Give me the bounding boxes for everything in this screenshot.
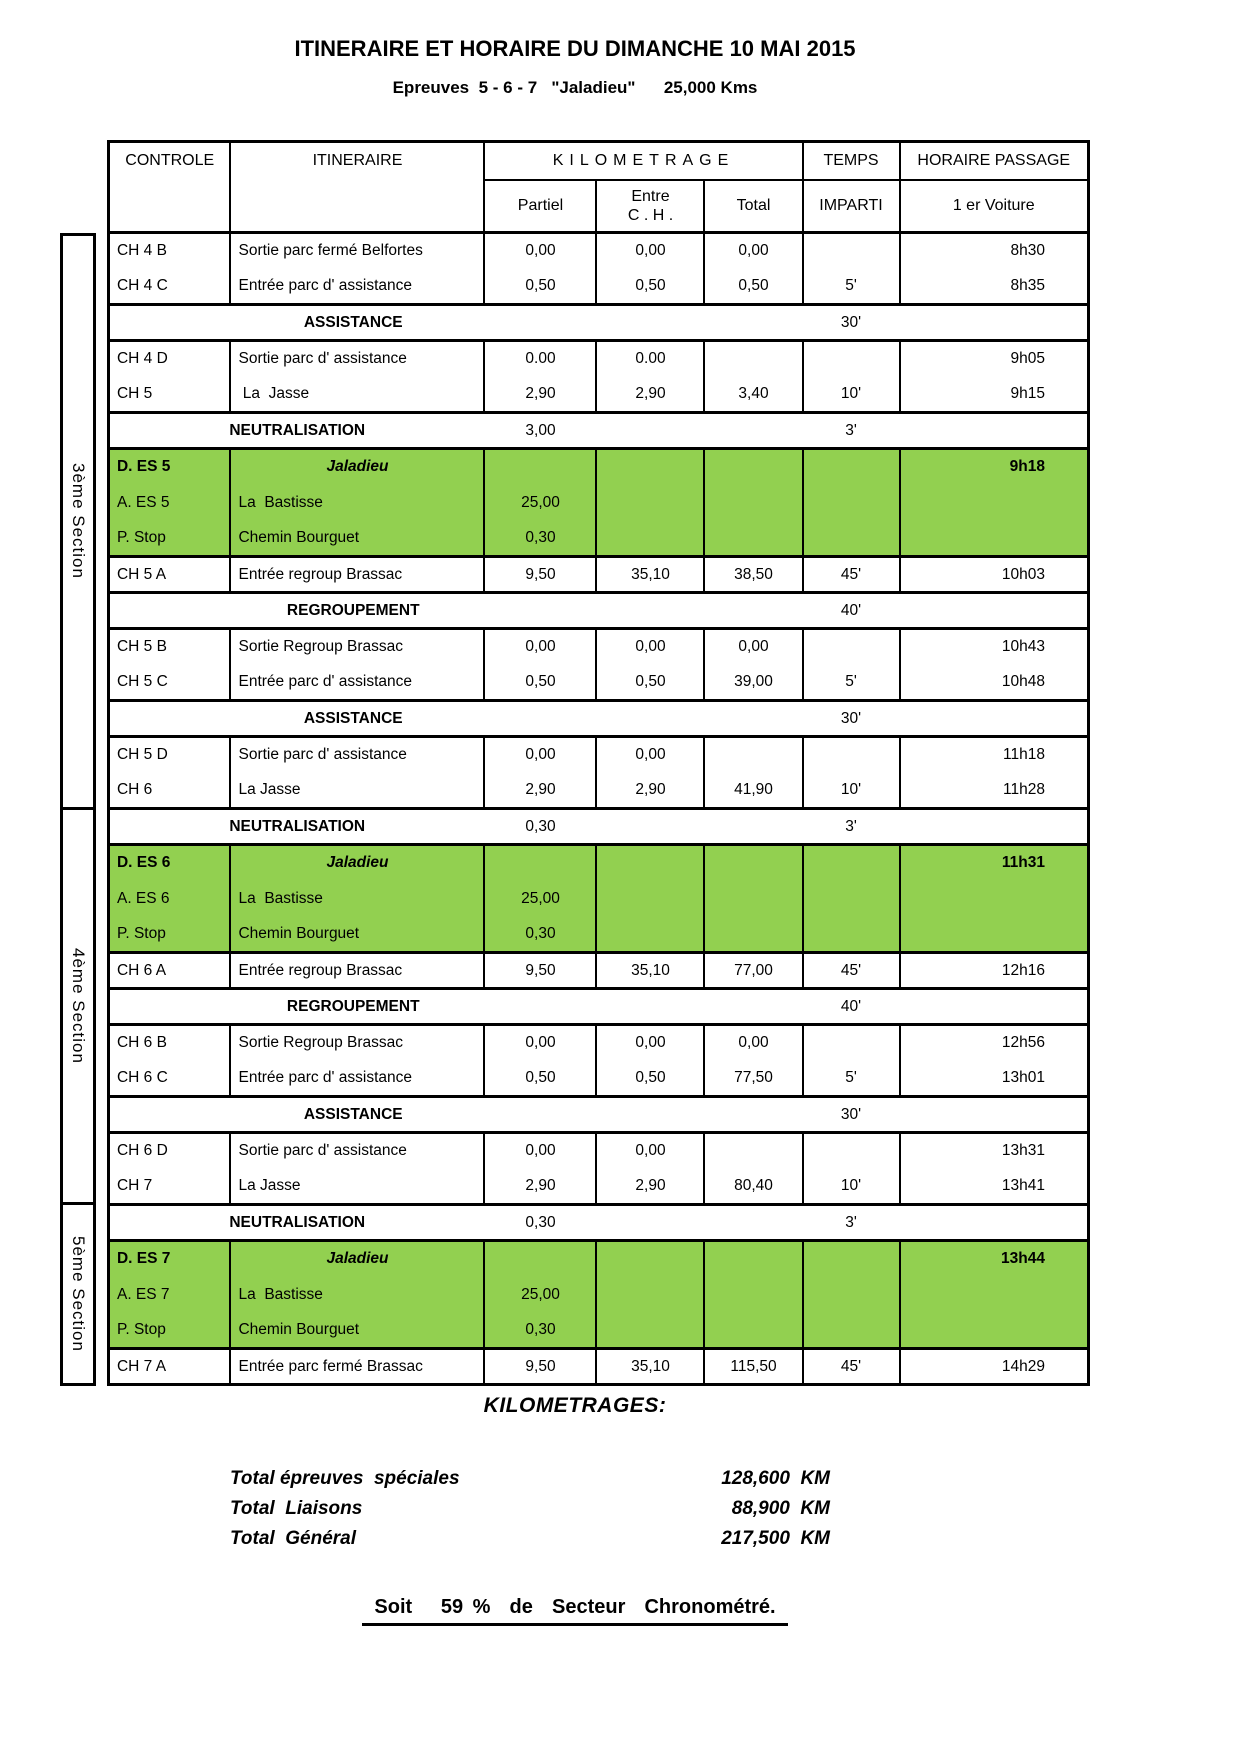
section-bracket	[60, 810, 96, 1205]
cell-controle: CH 6 C	[108, 1061, 230, 1097]
header-imparti: IMPARTI	[803, 180, 900, 233]
band-empty	[900, 305, 1089, 341]
total-row	[230, 1528, 830, 1550]
cell-entre-ch	[596, 485, 704, 521]
cell-itineraire: La Jasse	[230, 1169, 484, 1205]
cell-controle: CH 5	[108, 377, 230, 413]
cell-total	[704, 341, 802, 377]
cell-controle: A. ES 6	[108, 881, 230, 917]
header-entre-ch	[596, 180, 704, 233]
cell-horaire: 12h16	[900, 953, 1089, 989]
cell-entre-ch: 0.00	[596, 341, 704, 377]
cell-imparti	[803, 449, 900, 485]
cell-total: 38,50	[704, 557, 802, 593]
cell-itineraire: La Jasse	[230, 773, 484, 809]
band-empty	[596, 1097, 704, 1133]
cell-controle: P. Stop	[108, 917, 230, 953]
cell-itineraire: Jaladieu	[230, 1241, 484, 1277]
cell-total	[704, 845, 802, 881]
cell-partiel: 0,30	[484, 917, 596, 953]
cell-partiel: 2,90	[484, 773, 596, 809]
cell-partiel: 0,00	[484, 1133, 596, 1169]
cell-controle: A. ES 7	[108, 1277, 230, 1313]
cell-controle: D. ES 6	[108, 845, 230, 881]
cell-partiel: 0.00	[484, 341, 596, 377]
cell-partiel: 0,50	[484, 269, 596, 305]
cell-partiel: 2,90	[484, 377, 596, 413]
band-imparti: 3'	[803, 809, 900, 845]
cell-imparti	[803, 629, 900, 665]
itinerary-row	[108, 773, 1088, 809]
header-partiel: Partiel	[484, 180, 596, 233]
cell-horaire: 8h30	[900, 233, 1089, 269]
cell-entre-ch	[596, 845, 704, 881]
itinerary-layout	[60, 140, 1090, 1386]
band-empty	[704, 593, 802, 629]
total-row	[230, 1468, 830, 1490]
cell-total: 0,50	[704, 269, 802, 305]
band-imparti: 30'	[803, 305, 900, 341]
header-temps: TEMPS	[803, 142, 900, 180]
band-empty	[900, 989, 1089, 1025]
cell-partiel: 0,00	[484, 737, 596, 773]
cell-total	[704, 449, 802, 485]
cell-horaire	[900, 485, 1089, 521]
cell-itineraire: Entrée parc d' assistance	[230, 665, 484, 701]
band-row	[108, 1205, 1088, 1241]
itinerary-row	[108, 269, 1088, 305]
band-imparti: 40'	[803, 989, 900, 1025]
cell-partiel: 0,50	[484, 1061, 596, 1097]
band-row	[108, 413, 1088, 449]
cell-horaire: 13h41	[900, 1169, 1089, 1205]
cell-controle: D. ES 5	[108, 449, 230, 485]
cell-entre-ch: 0,00	[596, 629, 704, 665]
cell-imparti: 10'	[803, 377, 900, 413]
cell-partiel	[484, 845, 596, 881]
band-label: REGROUPEMENT	[108, 989, 596, 1025]
cell-partiel: 0,30	[484, 521, 596, 557]
document-subtitle: Epreuves 5 - 6 - 7 "Jaladieu" 25,000 Kms	[392, 78, 758, 97]
header-entre-line2: C . H .	[627, 206, 674, 224]
total-label: Total Général	[230, 1528, 356, 1549]
cell-imparti: 5'	[803, 665, 900, 701]
cell-entre-ch	[596, 1241, 704, 1277]
table-body	[108, 233, 1088, 1385]
cell-total	[704, 737, 802, 773]
band-imparti: 3'	[803, 1205, 900, 1241]
itinerary-row	[108, 629, 1088, 665]
cell-partiel: 0,00	[484, 233, 596, 269]
cell-total: 39,00	[704, 665, 802, 701]
section-label: 3ème Section	[68, 463, 88, 580]
band-imparti: 30'	[803, 1097, 900, 1133]
band-imparti: 30'	[803, 701, 900, 737]
itinerary-row	[108, 1061, 1088, 1097]
band-empty	[900, 809, 1089, 845]
band-empty	[596, 1205, 704, 1241]
band-row	[108, 593, 1088, 629]
cell-horaire: 12h56	[900, 1025, 1089, 1061]
cell-imparti: 45'	[803, 953, 900, 989]
cell-controle: A. ES 5	[108, 485, 230, 521]
cell-entre-ch	[596, 881, 704, 917]
cell-partiel: 9,50	[484, 1349, 596, 1385]
stage-row	[108, 917, 1088, 953]
cell-horaire: 10h48	[900, 665, 1089, 701]
cell-itineraire: Sortie Regroup Brassac	[230, 1025, 484, 1061]
cell-partiel	[484, 449, 596, 485]
cell-controle: CH 4 C	[108, 269, 230, 305]
cell-controle: CH 4 B	[108, 233, 230, 269]
itinerary-row	[108, 665, 1088, 701]
cell-controle: P. Stop	[108, 1313, 230, 1349]
band-empty	[704, 701, 802, 737]
stage-row	[108, 845, 1088, 881]
cell-horaire	[900, 1313, 1089, 1349]
cell-horaire: 9h18	[900, 449, 1089, 485]
stage-row	[108, 485, 1088, 521]
header-controle: CONTROLE	[108, 142, 230, 233]
cell-itineraire: Entrée regroup Brassac	[230, 953, 484, 989]
cell-total: 115,50	[704, 1349, 802, 1385]
cell-horaire: 13h44	[900, 1241, 1089, 1277]
cell-total	[704, 1313, 802, 1349]
band-label: REGROUPEMENT	[108, 593, 596, 629]
table-header	[108, 142, 1088, 233]
section-label: 5ème Section	[68, 1235, 88, 1352]
cell-entre-ch: 35,10	[596, 557, 704, 593]
cell-itineraire: Jaladieu	[230, 845, 484, 881]
total-value: 217,500 KM	[721, 1528, 830, 1549]
cell-total	[704, 1241, 802, 1277]
band-label: ASSISTANCE	[108, 1097, 596, 1133]
cell-entre-ch	[596, 449, 704, 485]
band-empty	[704, 1097, 802, 1133]
cell-controle: CH 6 B	[108, 1025, 230, 1061]
band-empty	[900, 413, 1089, 449]
header-kilometrage: KILOMETRAGE	[484, 142, 802, 180]
cell-total	[704, 881, 802, 917]
band-imparti: 3'	[803, 413, 900, 449]
cell-entre-ch: 35,10	[596, 953, 704, 989]
cell-entre-ch: 0,50	[596, 269, 704, 305]
cell-itineraire: Chemin Bourguet	[230, 521, 484, 557]
cell-itineraire: Chemin Bourguet	[230, 1313, 484, 1349]
cell-imparti	[803, 845, 900, 881]
total-label: Total Liaisons	[230, 1498, 363, 1519]
band-empty	[704, 1205, 802, 1241]
cell-horaire: 13h31	[900, 1133, 1089, 1169]
cell-imparti	[803, 881, 900, 917]
band-partiel: 0,30	[484, 1205, 596, 1241]
itinerary-row	[108, 233, 1088, 269]
cell-horaire: 11h18	[900, 737, 1089, 773]
itinerary-row	[108, 1169, 1088, 1205]
cell-entre-ch: 0,00	[596, 233, 704, 269]
cell-imparti	[803, 1277, 900, 1313]
cell-total: 77,00	[704, 953, 802, 989]
band-imparti: 40'	[803, 593, 900, 629]
cell-imparti	[803, 341, 900, 377]
cell-controle: D. ES 7	[108, 1241, 230, 1277]
cell-imparti: 5'	[803, 1061, 900, 1097]
cell-entre-ch: 2,90	[596, 773, 704, 809]
band-empty	[596, 809, 704, 845]
total-label: Total épreuves spéciales	[230, 1468, 460, 1489]
stage-row	[108, 449, 1088, 485]
cell-total: 80,40	[704, 1169, 802, 1205]
cell-entre-ch	[596, 521, 704, 557]
cell-entre-ch	[596, 917, 704, 953]
cell-entre-ch	[596, 1277, 704, 1313]
cell-controle: CH 6 D	[108, 1133, 230, 1169]
total-value: 88,900 KM	[731, 1498, 830, 1519]
band-empty	[596, 305, 704, 341]
band-row	[108, 1097, 1088, 1133]
cell-imparti: 10'	[803, 1169, 900, 1205]
table-wrap	[107, 140, 1090, 1386]
cell-horaire: 10h03	[900, 557, 1089, 593]
cell-imparti	[803, 737, 900, 773]
cell-entre-ch: 0,00	[596, 1025, 704, 1061]
band-row	[108, 701, 1088, 737]
cell-partiel: 25,00	[484, 881, 596, 917]
band-empty	[704, 989, 802, 1025]
header-itineraire: ITINERAIRE	[230, 142, 484, 233]
cell-partiel: 25,00	[484, 485, 596, 521]
cell-controle: CH 5 C	[108, 665, 230, 701]
section-bracket	[60, 233, 96, 810]
cell-controle: CH 7 A	[108, 1349, 230, 1385]
cell-imparti	[803, 1133, 900, 1169]
cell-horaire: 11h28	[900, 773, 1089, 809]
band-empty	[900, 701, 1089, 737]
itinerary-row	[108, 557, 1088, 593]
cell-total	[704, 521, 802, 557]
cell-itineraire: Jaladieu	[230, 449, 484, 485]
footnote: Soit 59 % de Secteur Chronométré.	[362, 1596, 787, 1626]
itinerary-row	[108, 341, 1088, 377]
cell-entre-ch: 0,00	[596, 737, 704, 773]
cell-imparti	[803, 1313, 900, 1349]
stage-row	[108, 521, 1088, 557]
cell-itineraire: La Bastisse	[230, 881, 484, 917]
cell-partiel: 0,00	[484, 629, 596, 665]
band-empty	[596, 701, 704, 737]
itinerary-row	[108, 1133, 1088, 1169]
cell-itineraire: La Bastisse	[230, 485, 484, 521]
section-bracket	[60, 1205, 96, 1386]
band-partiel: 0,30	[484, 809, 596, 845]
band-empty	[596, 413, 704, 449]
stage-row	[108, 1241, 1088, 1277]
cell-imparti	[803, 521, 900, 557]
cell-total: 0,00	[704, 1025, 802, 1061]
cell-controle: CH 5 A	[108, 557, 230, 593]
cell-controle: CH 6 A	[108, 953, 230, 989]
cell-imparti	[803, 1241, 900, 1277]
cell-imparti	[803, 485, 900, 521]
section-rail	[60, 233, 96, 1386]
cell-imparti: 5'	[803, 269, 900, 305]
cell-imparti: 45'	[803, 1349, 900, 1385]
cell-controle: CH 6	[108, 773, 230, 809]
cell-imparti: 10'	[803, 773, 900, 809]
cell-itineraire: Sortie Regroup Brassac	[230, 629, 484, 665]
cell-total: 0,00	[704, 629, 802, 665]
cell-imparti	[803, 1025, 900, 1061]
cell-partiel: 0,00	[484, 1025, 596, 1061]
cell-controle: CH 5 D	[108, 737, 230, 773]
band-empty	[900, 1097, 1089, 1133]
cell-horaire: 14h29	[900, 1349, 1089, 1385]
cell-total: 3,40	[704, 377, 802, 413]
itinerary-row	[108, 953, 1088, 989]
band-row	[108, 809, 1088, 845]
cell-itineraire: Sortie parc d' assistance	[230, 341, 484, 377]
cell-partiel	[484, 1241, 596, 1277]
cell-itineraire: La Jasse	[230, 377, 484, 413]
band-row	[108, 305, 1088, 341]
total-row	[230, 1498, 830, 1520]
band-empty	[900, 593, 1089, 629]
itinerary-row	[108, 1349, 1088, 1385]
totals-list	[230, 1468, 830, 1550]
section-label: 4ème Section	[68, 947, 88, 1064]
cell-entre-ch: 0,50	[596, 665, 704, 701]
cell-entre-ch	[596, 1313, 704, 1349]
cell-partiel: 2,90	[484, 1169, 596, 1205]
rail-gap	[96, 140, 107, 1386]
cell-itineraire: Sortie parc d' assistance	[230, 737, 484, 773]
band-label: NEUTRALISATION	[108, 413, 484, 449]
itinerary-row	[108, 737, 1088, 773]
band-empty	[596, 989, 704, 1025]
cell-imparti	[803, 917, 900, 953]
cell-horaire	[900, 1277, 1089, 1313]
cell-itineraire: Chemin Bourguet	[230, 917, 484, 953]
cell-horaire: 10h43	[900, 629, 1089, 665]
cell-horaire	[900, 881, 1089, 917]
itinerary-row	[108, 377, 1088, 413]
header-total: Total	[704, 180, 802, 233]
cell-total	[704, 1133, 802, 1169]
stage-row	[108, 881, 1088, 917]
cell-horaire: 9h05	[900, 341, 1089, 377]
cell-itineraire: Sortie parc d' assistance	[230, 1133, 484, 1169]
band-label: ASSISTANCE	[108, 305, 596, 341]
cell-imparti: 45'	[803, 557, 900, 593]
band-label: ASSISTANCE	[108, 701, 596, 737]
band-empty	[704, 809, 802, 845]
cell-total	[704, 917, 802, 953]
cell-partiel: 9,50	[484, 557, 596, 593]
cell-partiel: 0,30	[484, 1313, 596, 1349]
total-value: 128,600 KM	[721, 1468, 830, 1489]
cell-entre-ch: 0,50	[596, 1061, 704, 1097]
document-title: ITINERAIRE ET HORAIRE DU DIMANCHE 10 MAI 2015	[294, 36, 856, 61]
cell-horaire: 9h15	[900, 377, 1089, 413]
kilometrages-heading: KILOMETRAGES:	[483, 1394, 667, 1417]
cell-total: 77,50	[704, 1061, 802, 1097]
cell-entre-ch: 2,90	[596, 1169, 704, 1205]
header-horaire-passage: HORAIRE PASSAGE	[900, 142, 1089, 180]
cell-controle: CH 4 D	[108, 341, 230, 377]
cell-total	[704, 485, 802, 521]
footnote-wrap	[60, 1596, 1090, 1626]
band-row	[108, 989, 1088, 1025]
cell-horaire	[900, 521, 1089, 557]
cell-entre-ch: 0,00	[596, 1133, 704, 1169]
cell-controle: P. Stop	[108, 521, 230, 557]
band-empty	[900, 1205, 1089, 1241]
cell-total: 41,90	[704, 773, 802, 809]
header-row-1	[108, 142, 1088, 180]
cell-total	[704, 1277, 802, 1313]
stage-row	[108, 1277, 1088, 1313]
cell-controle: CH 5 B	[108, 629, 230, 665]
cell-itineraire: La Bastisse	[230, 1277, 484, 1313]
cell-entre-ch: 35,10	[596, 1349, 704, 1385]
cell-total: 0,00	[704, 233, 802, 269]
header-premiere-voiture: 1 er Voiture	[900, 180, 1089, 233]
cell-horaire	[900, 917, 1089, 953]
cell-itineraire: Entrée parc d' assistance	[230, 269, 484, 305]
band-partiel: 3,00	[484, 413, 596, 449]
cell-horaire: 13h01	[900, 1061, 1089, 1097]
cell-horaire: 8h35	[900, 269, 1089, 305]
cell-itineraire: Entrée parc d' assistance	[230, 1061, 484, 1097]
cell-imparti	[803, 233, 900, 269]
cell-controle: CH 7	[108, 1169, 230, 1205]
cell-horaire: 11h31	[900, 845, 1089, 881]
band-label: NEUTRALISATION	[108, 1205, 484, 1241]
cell-itineraire: Sortie parc fermé Belfortes	[230, 233, 484, 269]
band-empty	[704, 305, 802, 341]
itinerary-table	[107, 140, 1090, 1386]
band-label: NEUTRALISATION	[108, 809, 484, 845]
cell-itineraire: Entrée regroup Brassac	[230, 557, 484, 593]
cell-itineraire: Entrée parc fermé Brassac	[230, 1349, 484, 1385]
cell-partiel: 25,00	[484, 1277, 596, 1313]
itinerary-row	[108, 1025, 1088, 1061]
band-empty	[596, 593, 704, 629]
stage-row	[108, 1313, 1088, 1349]
header-entre-line1: Entre	[631, 187, 670, 205]
kilometrages-summary	[60, 1394, 1090, 1626]
cell-entre-ch: 2,90	[596, 377, 704, 413]
cell-partiel: 0,50	[484, 665, 596, 701]
band-empty	[704, 413, 802, 449]
cell-partiel: 9,50	[484, 953, 596, 989]
